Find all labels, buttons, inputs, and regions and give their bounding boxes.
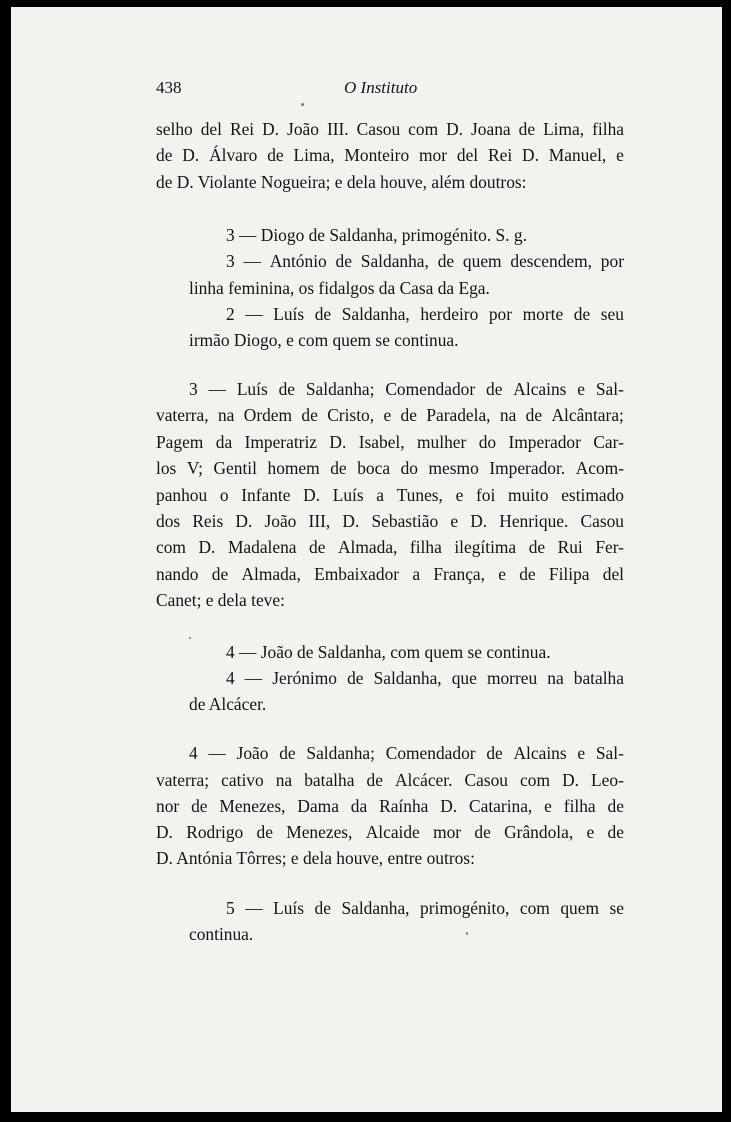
word: Car- bbox=[593, 432, 624, 452]
word: — bbox=[245, 898, 263, 918]
word: António bbox=[269, 251, 327, 271]
word: de bbox=[474, 822, 491, 842]
text-line bbox=[156, 407, 624, 424]
text-line bbox=[156, 513, 624, 530]
word: Filipa bbox=[548, 564, 590, 584]
word: mesmo bbox=[428, 458, 479, 478]
word: Pagem bbox=[156, 432, 204, 452]
word: muito bbox=[507, 485, 549, 505]
text-line: de D. Violante Nogueira; e dela houve, além doutros: bbox=[156, 172, 527, 192]
word: Leo- bbox=[591, 770, 624, 790]
word: quem bbox=[462, 251, 502, 271]
word: del bbox=[456, 145, 479, 165]
word: 3 bbox=[189, 379, 198, 399]
word: de bbox=[330, 458, 347, 478]
word: D. bbox=[235, 511, 253, 531]
word: Imperatriz bbox=[244, 432, 317, 452]
word: Imperador. bbox=[489, 458, 566, 478]
text-line bbox=[156, 434, 624, 451]
word: Rodrigo bbox=[186, 822, 244, 842]
word: de bbox=[279, 743, 296, 763]
word: batalha bbox=[304, 770, 355, 790]
word: Alcains bbox=[513, 743, 567, 763]
word: Alcains bbox=[513, 379, 567, 399]
word: Saldanha; bbox=[306, 743, 375, 763]
word: los bbox=[156, 458, 177, 478]
word: dos bbox=[156, 511, 181, 531]
genealogy-entry bbox=[226, 670, 624, 687]
text-line bbox=[156, 460, 624, 477]
word: e bbox=[383, 405, 392, 425]
word: Dama bbox=[297, 796, 339, 816]
word: João bbox=[236, 743, 269, 763]
word: Reis bbox=[192, 511, 224, 531]
word: Embaixador bbox=[314, 564, 400, 584]
word: Cristo, bbox=[327, 405, 375, 425]
genealogy-entry bbox=[226, 253, 624, 270]
word: Luís bbox=[273, 898, 305, 918]
ink-speck bbox=[301, 103, 304, 106]
word: Lima, bbox=[293, 145, 335, 165]
word: Saldanha, bbox=[373, 668, 442, 688]
word: seu bbox=[600, 304, 624, 324]
word: Comendador bbox=[385, 379, 476, 399]
text-line bbox=[156, 539, 624, 556]
word: Ordem bbox=[243, 405, 293, 425]
word: nando bbox=[156, 564, 199, 584]
word: D. bbox=[446, 119, 464, 139]
word: vaterra, bbox=[156, 405, 209, 425]
word: de bbox=[400, 405, 417, 425]
word: de bbox=[267, 145, 284, 165]
text-line bbox=[156, 824, 624, 841]
genealogy-entry: 4 — João de Saldanha, com quem se continua. bbox=[226, 642, 551, 662]
word: Imperador bbox=[508, 432, 581, 452]
word: Acom- bbox=[575, 458, 624, 478]
word: de bbox=[314, 304, 332, 324]
word: Lima, bbox=[543, 119, 585, 139]
text-line bbox=[156, 798, 624, 815]
word: Manuel, bbox=[548, 145, 607, 165]
word: de bbox=[347, 668, 364, 688]
word: de bbox=[278, 379, 296, 399]
genealogy-entry bbox=[226, 306, 624, 323]
word: vaterra; bbox=[156, 770, 210, 790]
word: de bbox=[301, 405, 318, 425]
word: Saldanha; bbox=[305, 379, 375, 399]
word: D. bbox=[440, 796, 458, 816]
word: na bbox=[499, 405, 517, 425]
word: de bbox=[525, 405, 543, 425]
word: Catarina, bbox=[469, 796, 533, 816]
word: na bbox=[275, 770, 293, 790]
word: quem bbox=[560, 898, 599, 918]
word: Monteiro bbox=[344, 145, 410, 165]
text-line bbox=[156, 772, 624, 789]
word: e bbox=[577, 743, 586, 763]
genealogy-entry bbox=[189, 381, 624, 398]
word: Sal- bbox=[595, 379, 624, 399]
word: herdeiro bbox=[420, 304, 479, 324]
word: Grândola, bbox=[504, 822, 574, 842]
word: estimado bbox=[561, 485, 624, 505]
word: nor bbox=[156, 796, 180, 816]
word: — bbox=[208, 743, 226, 763]
word: de bbox=[366, 770, 383, 790]
word: Rei bbox=[488, 145, 513, 165]
word: 2 bbox=[226, 304, 235, 324]
word: Rei bbox=[229, 119, 255, 139]
word: Saldanha, bbox=[341, 898, 410, 918]
word: Jerónimo bbox=[272, 668, 337, 688]
word: — bbox=[243, 251, 261, 271]
word: o bbox=[219, 485, 229, 505]
word: D. bbox=[198, 537, 216, 557]
word: de bbox=[211, 564, 229, 584]
word: de bbox=[314, 898, 331, 918]
word: Joana bbox=[471, 119, 511, 139]
word: na bbox=[217, 405, 235, 425]
word: Rui bbox=[557, 537, 583, 557]
word: 4 bbox=[226, 668, 235, 688]
word: a bbox=[412, 564, 421, 584]
word: Comendador bbox=[385, 743, 476, 763]
word: Menezes, bbox=[286, 822, 353, 842]
word: com bbox=[408, 119, 439, 139]
word: com bbox=[519, 898, 550, 918]
word: ilegítima bbox=[454, 537, 517, 557]
word: Madalena bbox=[227, 537, 297, 557]
word: filha bbox=[563, 796, 596, 816]
word: D. bbox=[156, 822, 173, 842]
word: 3 bbox=[226, 251, 235, 271]
text-line: D. Antónia Tôrres; e dela houve, entre outros: bbox=[156, 848, 475, 868]
word: Paradela, bbox=[426, 405, 491, 425]
word: D. bbox=[470, 511, 488, 531]
word: Tunes, bbox=[396, 485, 443, 505]
word: e bbox=[544, 796, 552, 816]
word: morreu bbox=[486, 668, 538, 688]
running-title: O Instituto bbox=[344, 78, 418, 97]
word: Almada, bbox=[337, 537, 398, 557]
word: Alcântara; bbox=[551, 405, 624, 425]
word: de bbox=[607, 796, 624, 816]
word: Casou bbox=[580, 511, 624, 531]
page-number: 438 bbox=[156, 78, 182, 97]
word: D. bbox=[262, 119, 280, 139]
word: D. bbox=[562, 770, 579, 790]
word: panhou bbox=[156, 485, 208, 505]
word: João bbox=[287, 119, 319, 139]
word: D. bbox=[522, 145, 539, 165]
word: de bbox=[335, 251, 352, 271]
word: Almada, bbox=[241, 564, 301, 584]
word: 4 bbox=[189, 743, 198, 763]
word: França, bbox=[433, 564, 485, 584]
word: de bbox=[191, 796, 208, 816]
word: da bbox=[350, 796, 368, 816]
text-line bbox=[156, 121, 624, 138]
word: Fer- bbox=[595, 537, 624, 557]
word: Sal- bbox=[595, 743, 624, 763]
word: de bbox=[309, 537, 326, 557]
word: V; bbox=[186, 458, 203, 478]
word: e bbox=[577, 379, 586, 399]
word: e bbox=[450, 511, 459, 531]
text-line: linha feminina, os fidalgos da Casa da Ega. bbox=[189, 278, 490, 298]
word: com bbox=[520, 770, 550, 790]
word: de bbox=[437, 251, 455, 271]
word: que bbox=[451, 668, 477, 688]
word: descendem, bbox=[510, 251, 592, 271]
word: de bbox=[518, 119, 536, 139]
word: de bbox=[486, 743, 503, 763]
word: de bbox=[486, 379, 503, 399]
word: a bbox=[376, 485, 385, 505]
word: Alcaide bbox=[365, 822, 420, 842]
word: do bbox=[478, 432, 497, 452]
word: D. bbox=[182, 145, 200, 165]
word: se bbox=[609, 898, 624, 918]
word: boca bbox=[357, 458, 391, 478]
word: de bbox=[156, 145, 173, 165]
word: de bbox=[519, 564, 536, 584]
word: Isabel, bbox=[358, 432, 405, 452]
word: selho bbox=[156, 119, 193, 139]
word: Gentil bbox=[213, 458, 257, 478]
word: primogénito, bbox=[420, 898, 510, 918]
text-line bbox=[156, 566, 624, 583]
word: e bbox=[586, 822, 595, 842]
word: Sebastião bbox=[371, 511, 439, 531]
word: III, bbox=[308, 511, 331, 531]
word: Luís bbox=[332, 485, 364, 505]
genealogy-entry bbox=[189, 745, 624, 762]
word: — bbox=[245, 304, 263, 324]
word: 5 bbox=[226, 898, 235, 918]
word: Saldanha, bbox=[360, 251, 429, 271]
word: foi bbox=[475, 485, 496, 505]
word: e bbox=[616, 145, 624, 165]
word: del bbox=[200, 119, 222, 139]
word: homem bbox=[267, 458, 320, 478]
text-line: continua. bbox=[189, 924, 254, 944]
word: Henrique. bbox=[499, 511, 569, 531]
word: — bbox=[208, 379, 226, 399]
word: III. bbox=[326, 119, 349, 139]
word: com bbox=[156, 537, 186, 557]
word: de bbox=[528, 537, 546, 557]
word: Álvaro bbox=[209, 145, 258, 165]
word: morte bbox=[522, 304, 564, 324]
text-line bbox=[156, 147, 624, 164]
word: de bbox=[256, 822, 273, 842]
word: D. bbox=[303, 485, 321, 505]
word: Luís bbox=[273, 304, 305, 324]
word: filha bbox=[409, 537, 442, 557]
word: da bbox=[215, 432, 233, 452]
word: filha bbox=[592, 119, 624, 139]
ink-speck bbox=[466, 932, 468, 935]
word: mulher bbox=[417, 432, 467, 452]
word: mor bbox=[433, 822, 462, 842]
word: Casou bbox=[356, 119, 401, 139]
word: Saldanha, bbox=[341, 304, 410, 324]
text-line: irmão Diogo, e com quem se continua. bbox=[189, 330, 459, 350]
genealogy-entry bbox=[226, 900, 624, 917]
genealogy-entry: 3 — Diogo de Saldanha, primogénito. S. g. bbox=[226, 225, 527, 245]
text-line bbox=[156, 487, 624, 504]
word: D. bbox=[342, 511, 360, 531]
word: Infante bbox=[241, 485, 291, 505]
word: D. bbox=[329, 432, 347, 452]
word: por bbox=[488, 304, 513, 324]
word: cativo bbox=[221, 770, 264, 790]
word: mor bbox=[419, 145, 448, 165]
word: Casou bbox=[464, 770, 508, 790]
word: João bbox=[264, 511, 297, 531]
ink-speck bbox=[189, 637, 191, 639]
word: Luís bbox=[236, 379, 268, 399]
word: — bbox=[244, 668, 263, 688]
text-line: de Alcácer. bbox=[189, 694, 267, 714]
word: Menezes, bbox=[219, 796, 286, 816]
word: de bbox=[573, 304, 591, 324]
word: batalha bbox=[573, 668, 624, 688]
word: Raínha bbox=[379, 796, 429, 816]
word: de bbox=[607, 822, 624, 842]
text-line: Canet; e dela teve: bbox=[156, 590, 285, 610]
word: del bbox=[602, 564, 624, 584]
word: por bbox=[600, 251, 624, 271]
word: e bbox=[455, 485, 464, 505]
word: na bbox=[547, 668, 564, 688]
word: do bbox=[400, 458, 418, 478]
word: e bbox=[498, 564, 506, 584]
word: Alcácer. bbox=[394, 770, 453, 790]
